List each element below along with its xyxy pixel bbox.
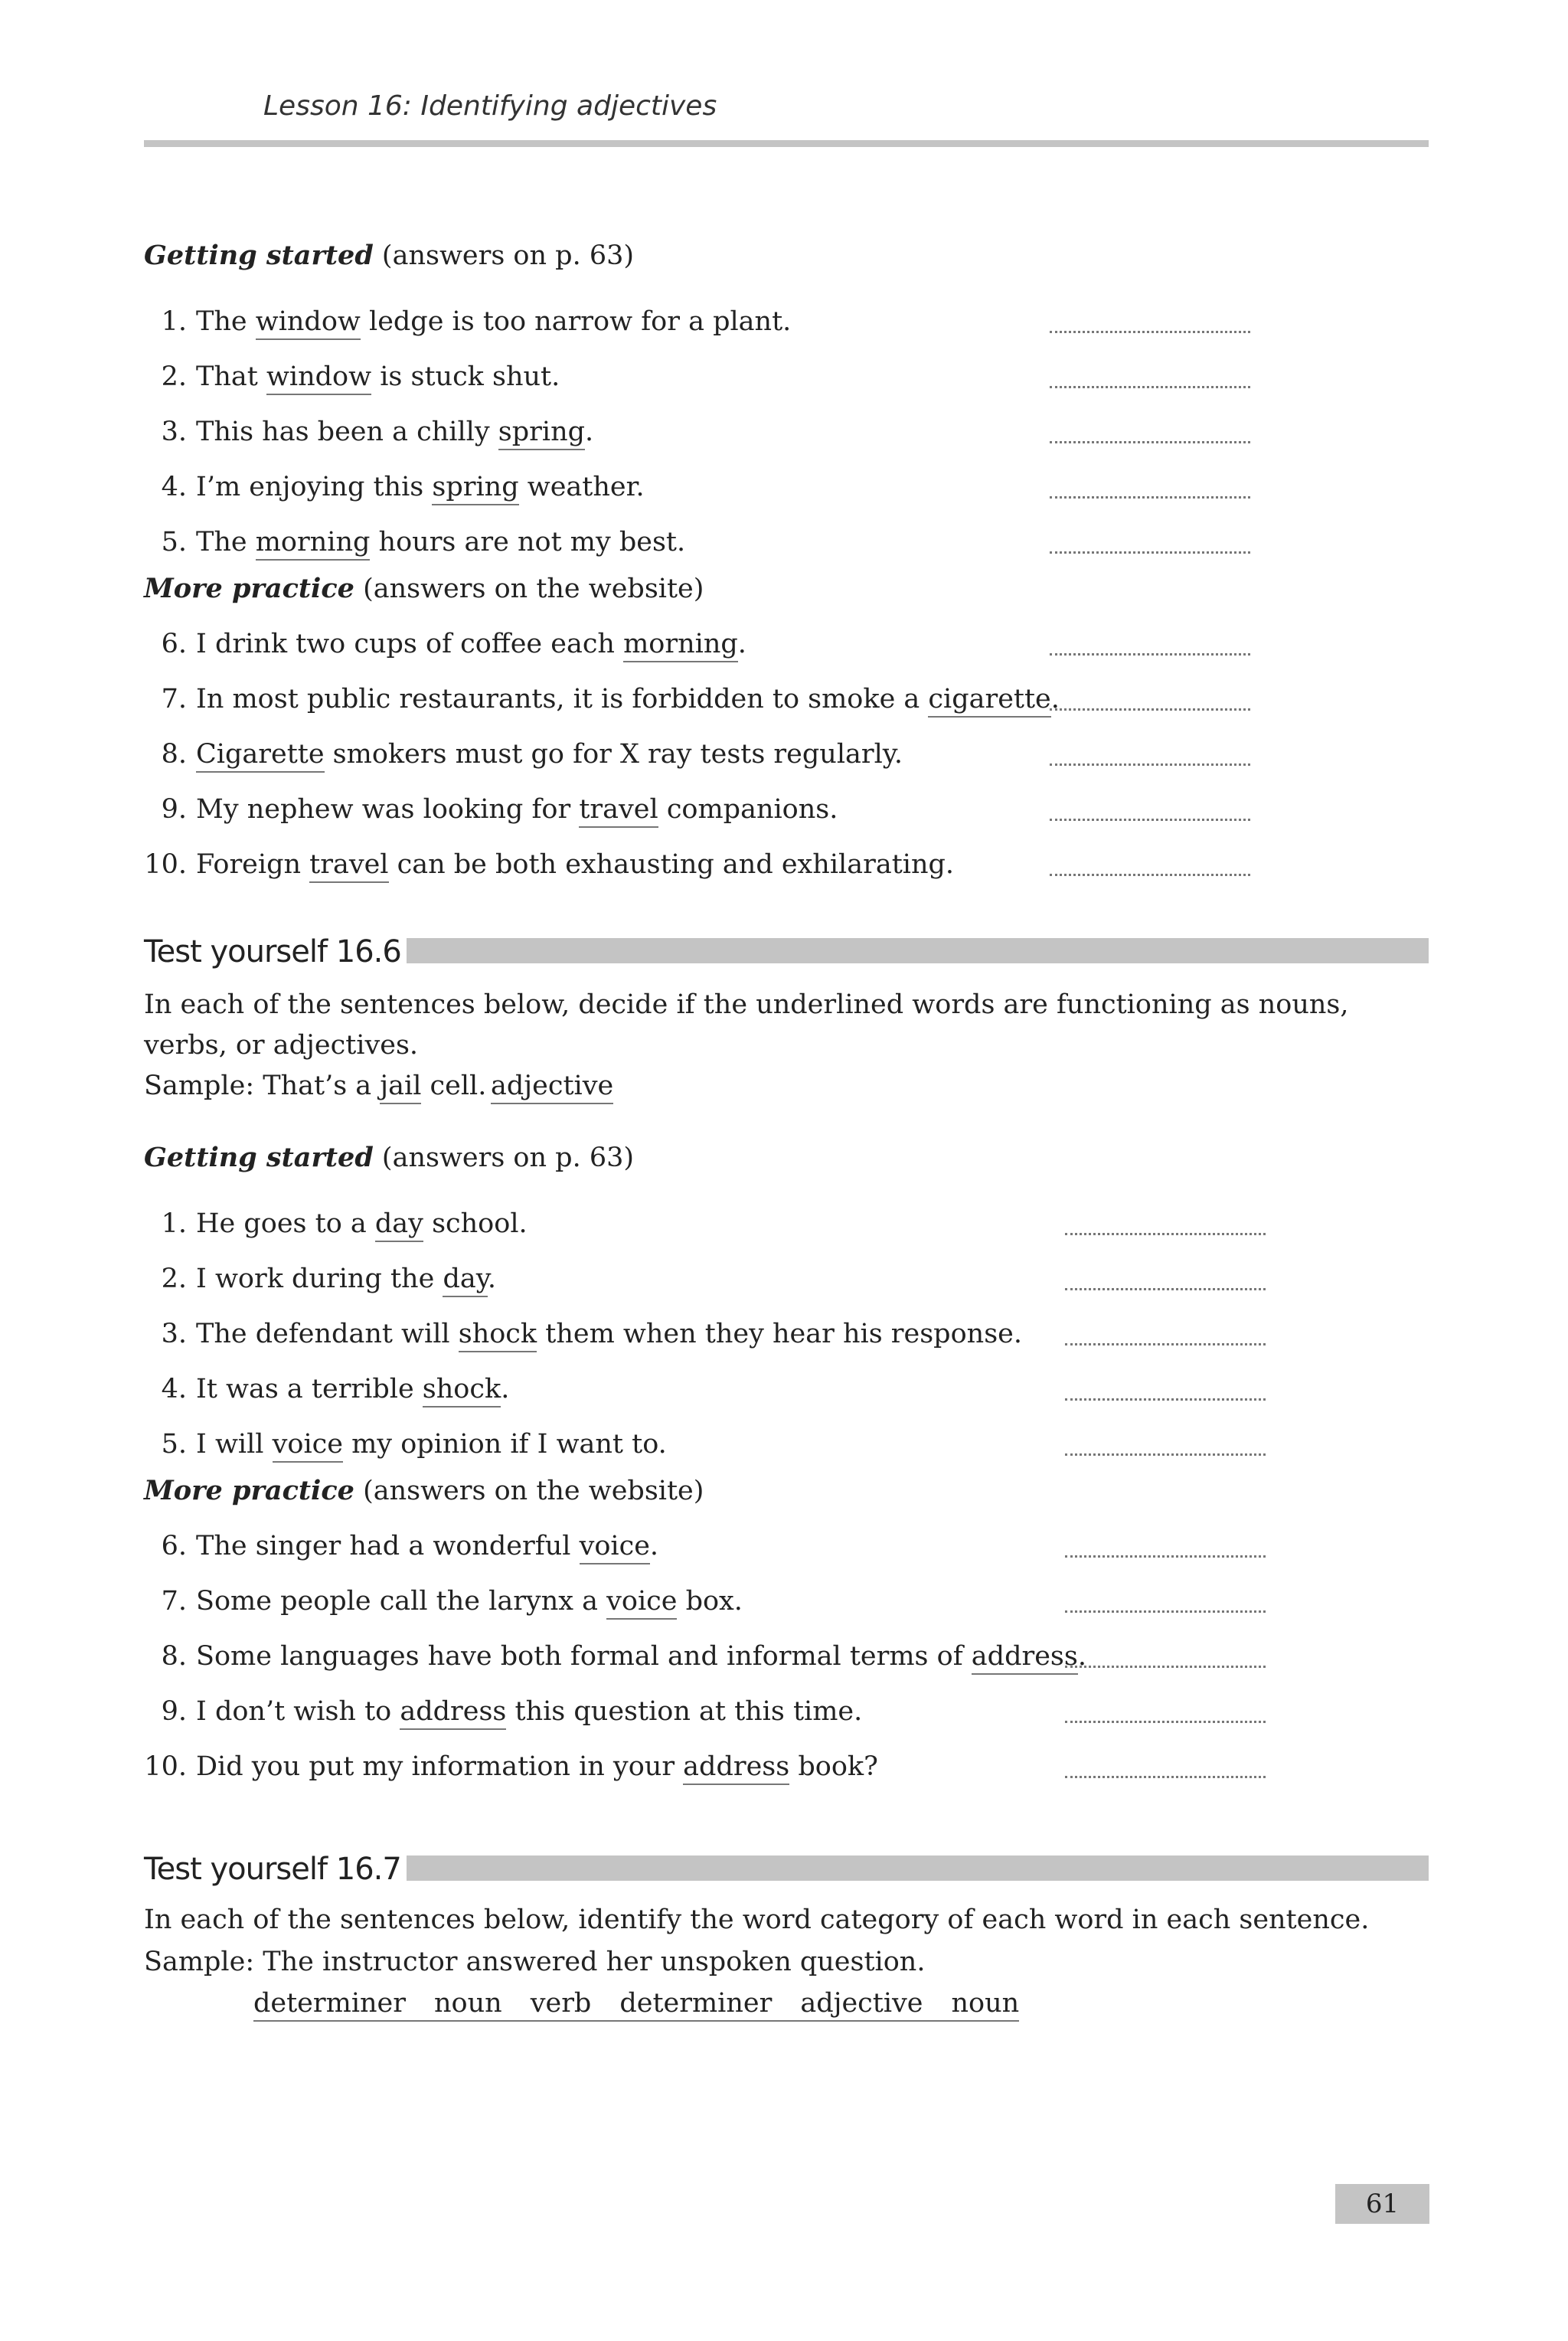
- underlined-word: morning: [623, 629, 738, 662]
- item-text: In most public restaurants, it is forbidden to smoke a: [196, 684, 929, 714]
- item-text: I work during the: [196, 1264, 443, 1294]
- category-label: adjective: [800, 1988, 923, 2019]
- exercise-item: [144, 737, 903, 771]
- item-number: 7.: [161, 684, 187, 714]
- item-text: .: [1050, 684, 1060, 714]
- answer-blank[interactable]: [1050, 441, 1250, 443]
- item-text: school.: [423, 1208, 528, 1239]
- item-text: That: [196, 361, 266, 392]
- underlined-word: Cigarette: [196, 739, 325, 773]
- item-number: 8.: [161, 739, 187, 770]
- item-number: 9.: [161, 1696, 187, 1727]
- category-label: noun: [434, 1988, 502, 2019]
- answer-blank[interactable]: [1050, 763, 1250, 766]
- item-text: is stuck shut.: [371, 361, 560, 392]
- answer-blank[interactable]: [1050, 708, 1250, 711]
- underlined-word: window: [266, 361, 371, 395]
- answer-blank[interactable]: [1065, 1398, 1266, 1401]
- getting-started-heading: Getting started (answers on p. 63): [144, 240, 635, 271]
- item-text: My nephew was looking for: [196, 794, 580, 825]
- item-number: 5.: [161, 527, 187, 557]
- underlined-word: voice: [273, 1429, 343, 1463]
- instruction-text: In each of the sentences below, identify the word category of each word in each sentence.: [144, 1905, 1370, 1935]
- sample-line: Sample: The instructor answered her unspoken question.: [144, 1947, 926, 1977]
- item-number: 7.: [161, 1586, 187, 1617]
- exercise-item: [144, 1584, 743, 1618]
- underlined-word: morning: [256, 527, 371, 561]
- exercise-item: [144, 682, 1060, 716]
- answer-blank[interactable]: [1050, 331, 1250, 333]
- underlined-word: address: [972, 1641, 1078, 1675]
- item-text: The singer had a wonderful: [196, 1531, 580, 1561]
- item-text: .: [501, 1374, 510, 1404]
- answer-blank[interactable]: [1065, 1233, 1266, 1235]
- answer-blank[interactable]: [1050, 551, 1250, 554]
- item-text: Foreign: [196, 849, 310, 880]
- exercise-item: [144, 1317, 1022, 1351]
- underlined-word: travel: [579, 794, 658, 828]
- exercise-item: [144, 793, 838, 826]
- answer-blank[interactable]: [1050, 819, 1250, 821]
- item-text: this question at this time.: [506, 1696, 863, 1727]
- item-text: hours are not my best.: [370, 527, 686, 557]
- item-text: The defendant will: [196, 1319, 459, 1349]
- item-text: can be both exhausting and exhilarating.: [388, 849, 955, 880]
- underlined-word: shock: [423, 1374, 501, 1408]
- header-rule: [144, 140, 1429, 147]
- test-yourself-16-6-heading: Test yourself 16.6: [144, 934, 401, 969]
- item-number: 6.: [161, 629, 187, 659]
- answer-blank[interactable]: [1065, 1555, 1266, 1558]
- exercise-item: [144, 525, 685, 559]
- exercise-item: [144, 470, 645, 504]
- item-text: I will: [196, 1429, 273, 1460]
- item-text: companions.: [658, 794, 838, 825]
- item-number: 3.: [161, 1319, 187, 1349]
- item-number: 1.: [161, 306, 187, 337]
- answer-blank[interactable]: [1065, 1776, 1266, 1778]
- answer-blank[interactable]: [1050, 386, 1250, 388]
- underlined-word: jail: [380, 1071, 421, 1104]
- item-text: Did you put my information in your: [196, 1751, 684, 1782]
- item-number: 8.: [161, 1641, 187, 1672]
- item-number: 1.: [161, 1208, 187, 1239]
- answer-blank[interactable]: [1065, 1666, 1266, 1668]
- item-text: Some people call the larynx a: [196, 1586, 607, 1617]
- exercise-item: [144, 360, 560, 394]
- more-practice-heading: More practice (answers on the website): [144, 573, 704, 604]
- exercise-item: [144, 305, 791, 338]
- item-text: Some languages have both formal and informal terms of: [196, 1641, 972, 1672]
- answer-blank[interactable]: [1065, 1288, 1266, 1290]
- underlined-word: address: [683, 1751, 789, 1785]
- item-number: 4.: [161, 1374, 187, 1404]
- underlined-word: voice: [606, 1586, 677, 1620]
- item-text: smokers must go for X ray tests regularly.: [324, 739, 903, 770]
- exercise-item: [144, 1262, 496, 1296]
- item-number: 3.: [161, 417, 187, 447]
- item-number: 5.: [161, 1429, 187, 1460]
- item-text: them when they hear his response.: [537, 1319, 1023, 1349]
- sample-line: Sample: That’s a jail cell.: [144, 1069, 486, 1103]
- category-label: determiner: [253, 1988, 406, 2019]
- item-text: I drink two cups of coffee each: [196, 629, 624, 659]
- item-text: This has been a chilly: [196, 417, 498, 447]
- item-text: my opinion if I want to.: [342, 1429, 667, 1460]
- more-practice-heading: More practice (answers on the website): [144, 1475, 704, 1506]
- item-number: 6.: [161, 1531, 187, 1561]
- answer-blank[interactable]: [1050, 874, 1250, 876]
- answer-blank[interactable]: [1050, 653, 1250, 656]
- category-label: noun: [951, 1988, 1020, 2019]
- answer-blank[interactable]: [1065, 1453, 1266, 1456]
- item-text: I’m enjoying this: [196, 472, 433, 502]
- item-number: 10.: [144, 1751, 187, 1782]
- heading-bar: [407, 938, 1429, 963]
- underlined-word: day: [443, 1264, 487, 1297]
- instruction-text: In each of the sentences below, decide if the underlined words are functioning as nouns, verbs, or adjectives.: [144, 989, 1349, 1061]
- answer-blank[interactable]: [1050, 496, 1250, 499]
- underlined-word: travel: [309, 849, 388, 883]
- underlined-word: shock: [459, 1319, 537, 1352]
- getting-started-heading: Getting started (answers on p. 63): [144, 1142, 635, 1173]
- item-text: .: [1077, 1641, 1086, 1672]
- test-yourself-16-7-heading: Test yourself 16.7: [144, 1852, 401, 1887]
- exercise-item: [144, 1372, 509, 1406]
- item-number: 4.: [161, 472, 187, 502]
- item-number: 2.: [161, 1264, 187, 1294]
- running-head: Lesson 16: Identifying adjectives: [263, 90, 717, 122]
- item-text: The: [196, 527, 256, 557]
- exercise-item: [144, 1207, 528, 1241]
- page-number: 61: [1335, 2184, 1429, 2224]
- underlined-word: cigarette: [928, 684, 1050, 718]
- exercise-item: [144, 1750, 878, 1784]
- item-text: .: [487, 1264, 496, 1294]
- item-text: ledge is too narrow for a plant.: [360, 306, 792, 337]
- item-number: 9.: [161, 794, 187, 825]
- item-text: box.: [677, 1586, 743, 1617]
- underlined-word: window: [256, 306, 361, 340]
- item-text: It was a terrible: [196, 1374, 423, 1404]
- item-number: 10.: [144, 849, 187, 880]
- item-text: I don’t wish to: [196, 1696, 400, 1727]
- answer-blank[interactable]: [1065, 1343, 1266, 1345]
- underlined-word: spring: [432, 472, 518, 505]
- sample-categories: [253, 1986, 1019, 2022]
- underlined-word: spring: [498, 417, 585, 450]
- item-number: 2.: [161, 361, 187, 392]
- exercise-item: [144, 1529, 658, 1563]
- exercise-item: [144, 848, 954, 881]
- item-text: weather.: [518, 472, 645, 502]
- item-text: The: [196, 306, 256, 337]
- heading-bar: [407, 1855, 1429, 1881]
- underlined-word: address: [400, 1696, 506, 1730]
- exercise-item: [144, 627, 746, 661]
- answer-blank[interactable]: [1065, 1610, 1266, 1613]
- item-text: .: [649, 1531, 659, 1561]
- item-text: .: [585, 417, 594, 447]
- item-text: book?: [789, 1751, 878, 1782]
- exercise-item: [144, 1640, 1086, 1673]
- exercise-item: [144, 415, 593, 449]
- category-label: verb: [530, 1988, 592, 2019]
- answer-blank[interactable]: [1065, 1721, 1266, 1723]
- category-label: determiner: [619, 1988, 773, 2019]
- underlined-word: day: [375, 1208, 423, 1242]
- underlined-word: voice: [580, 1531, 650, 1564]
- exercise-item: [144, 1695, 862, 1728]
- item-text: .: [737, 629, 746, 659]
- exercise-item: [144, 1427, 667, 1461]
- item-text: He goes to a: [196, 1208, 375, 1239]
- sample-answer: adjective: [491, 1069, 613, 1103]
